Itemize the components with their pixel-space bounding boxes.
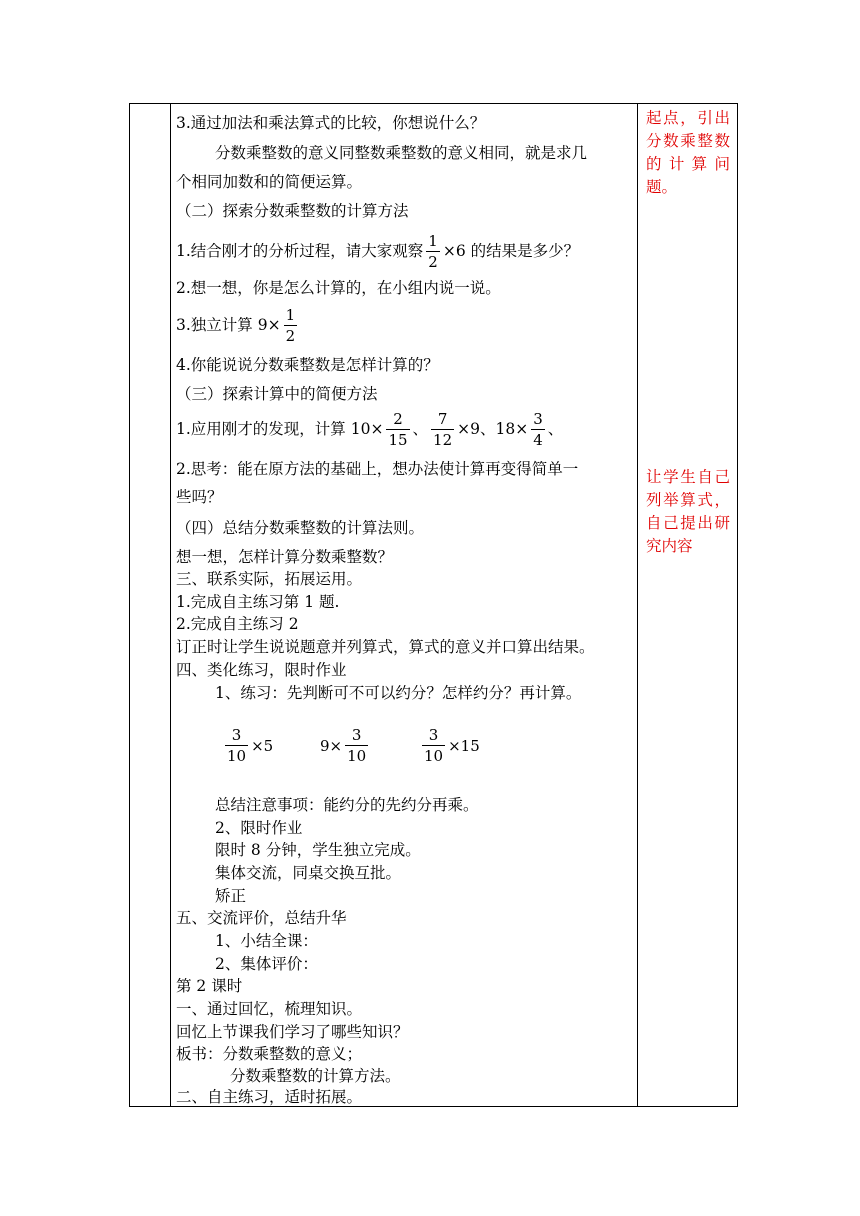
text-segment: 1.结合刚才的分析过程，请大家观察: [176, 242, 424, 260]
table-divider-2: [637, 103, 638, 1107]
section-heading: 二、自主练习，适时拓展。: [176, 1088, 363, 1106]
fraction: $\frac{2}{15}$: [388, 410, 408, 449]
table-divider-1: [170, 103, 171, 1107]
text-line: 些吗？: [176, 488, 223, 506]
text-line: 2.完成自主练习 2: [176, 615, 299, 633]
text-line: 1、练习：先判断可不可以约分？怎样约分？再计算。: [215, 684, 582, 702]
text-segment: 1.应用刚才的发现，计算 10×: [176, 420, 384, 438]
fraction: $\frac{3}{4}$: [533, 410, 543, 449]
text-segment: ×6 的结果是多少？: [442, 242, 580, 260]
text-line: 分数乘整数的意义同整数乘整数的意义相同，就是求几: [215, 144, 588, 162]
text-line-with-fraction: [176, 232, 579, 270]
section-heading: （四）总结分数乘整数的计算法则。: [176, 519, 425, 537]
fraction: $\frac{3}{10}$: [227, 726, 247, 765]
text-line: 3.通过加法和乘法算式的比较，你想说什么？: [176, 114, 486, 132]
text-segment: 3.独立计算 9×: [176, 316, 281, 334]
text-line: 2.思考：能在原方法的基础上，想办法使计算再变得简单一: [176, 460, 579, 478]
section-heading: 三、联系实际，拓展运用。: [176, 570, 363, 588]
text-line: 2、集体评价：: [215, 955, 318, 973]
text-segment: 、: [547, 420, 564, 438]
text-segment: ×9、18×: [457, 420, 529, 438]
margin-note-2: 让学生自己列举算式，自己提出研究内容: [646, 468, 730, 555]
section-heading: 一、通过回忆，梳理知识。: [176, 1000, 363, 1018]
text-line: 订正时让学生说说题意并列算式，算式的意义并口算出结果。: [176, 638, 595, 656]
text-line: 限时 8 分钟，学生独立完成。: [215, 841, 421, 859]
table-border-top: [129, 103, 738, 104]
text-segment: 、: [412, 420, 429, 438]
section-heading: （二）探索分数乘整数的计算方法: [176, 202, 409, 220]
text-line: 1.完成自主练习第 1 题.: [176, 593, 340, 611]
text-line: 集体交流，同桌交换互批。: [215, 864, 402, 882]
text-line: 个相同加数和的简便运算。: [176, 173, 363, 191]
text-line: 2、限时作业: [215, 819, 303, 837]
exercise-2: [320, 728, 371, 764]
text-line: 1、小结全课：: [215, 932, 318, 950]
fraction: $\frac{3}{10}$: [424, 726, 444, 765]
section-heading: 四、类化练习，限时作业: [176, 661, 347, 679]
table-border-left: [129, 103, 130, 1107]
fraction: $\frac{1}{2}$: [285, 306, 296, 345]
fraction: $\frac{3}{10}$: [347, 726, 367, 765]
text-line: 总结注意事项：能约分的先约分再乘。: [215, 796, 479, 814]
text-line: 想一想，怎样计算分数乘整数？: [176, 548, 394, 566]
text-line: 矫正: [215, 887, 247, 905]
fraction: $\frac{1}{2}$: [428, 232, 438, 271]
text-line: 2.想一想，你是怎么计算的，在小组内说一说。: [176, 279, 501, 297]
exercise-text: 9×: [320, 737, 343, 755]
margin-note-1: 起点，引出分数乘整数的计算问题。: [646, 109, 730, 196]
exercise-text: ×5: [251, 737, 274, 755]
text-line: 分数乘整数的计算方法。: [230, 1067, 401, 1085]
exercise-1: [222, 728, 273, 764]
section-heading: （三）探索计算中的简便方法: [176, 385, 378, 403]
text-line-with-fractions: [176, 410, 563, 448]
exercise-3: [419, 728, 480, 764]
section-heading: 五、交流评价，总结升华: [176, 909, 347, 927]
table-border-right: [737, 103, 738, 1107]
text-line: 板书：分数乘整数的意义；: [176, 1045, 363, 1063]
lesson-heading: 第 2 课时: [176, 977, 243, 995]
exercise-text: ×15: [448, 737, 480, 755]
text-line: 4.你能说说分数乘整数是怎样计算的？: [176, 356, 439, 374]
fraction: $\frac{7}{12}$: [433, 410, 453, 449]
text-line-with-fraction: [176, 306, 300, 344]
text-line: 回忆上节课我们学习了哪些知识？: [176, 1023, 409, 1041]
